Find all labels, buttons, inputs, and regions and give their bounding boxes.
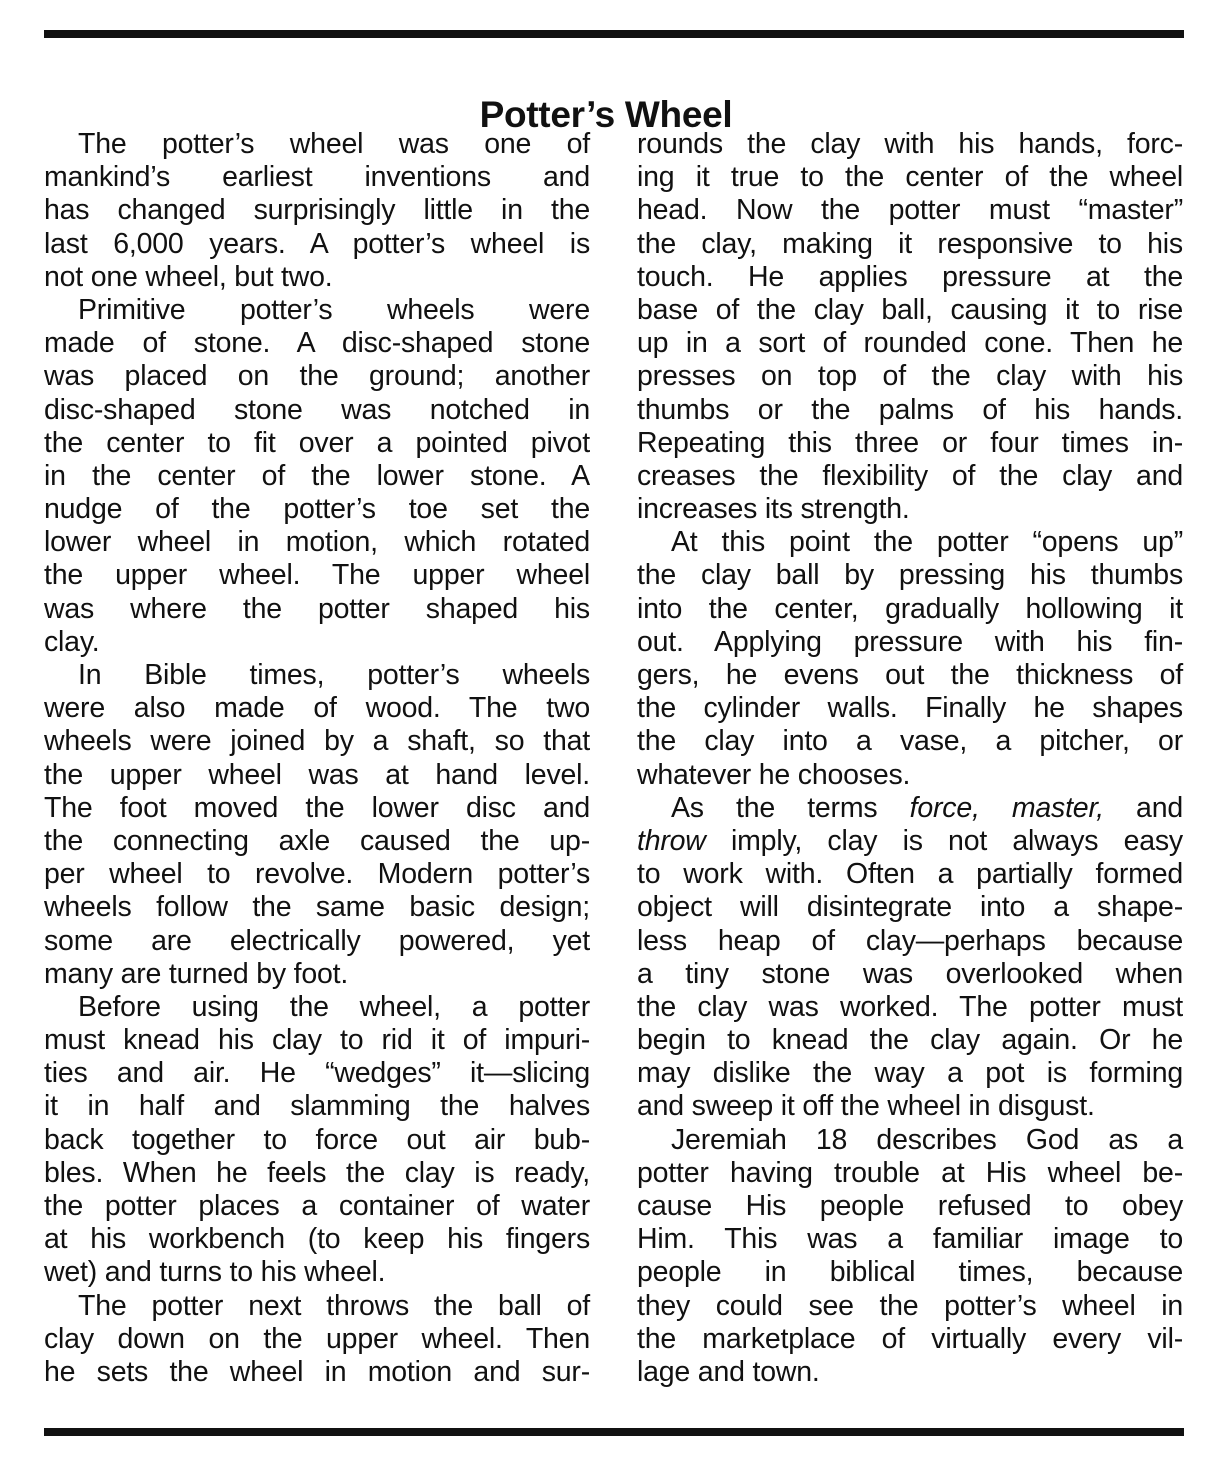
text-line: Him. This was a familiar image to	[637, 1223, 1183, 1256]
text-line: wet) and turns to his wheel.	[44, 1256, 386, 1289]
text-line: the upper wheel was at hand level.	[44, 758, 590, 791]
text-line: made of stone. A disc-shaped stone	[44, 327, 590, 360]
text-line: they could see the potter’s wheel in	[637, 1289, 1183, 1322]
italic-terms: force, master,	[909, 791, 1104, 824]
text-line: wheels follow the same basic design;	[44, 891, 590, 924]
text-line: The potter’s wheel was one of	[78, 128, 590, 160]
text-line: the connecting axle caused the up-	[44, 824, 590, 857]
text-line: the clay, making it responsive to his	[637, 227, 1183, 260]
text-line: Repeating this three or four times in-	[637, 426, 1183, 459]
text-line: some are electrically powered, yet	[44, 924, 590, 957]
text-line: may dislike the way a pot is forming	[637, 1057, 1183, 1090]
text-line: ing it true to the center of the wheel	[637, 161, 1183, 194]
text-line: object will disintegrate into a shape-	[637, 891, 1183, 924]
text-line: the clay ball by pressing his thumbs	[637, 559, 1183, 592]
text-line: a tiny stone was overlooked when	[637, 957, 1183, 990]
text-line: The potter next throws the ball of	[78, 1289, 590, 1322]
text-line: people in biblical times, because	[637, 1256, 1183, 1289]
text-line-mixed	[637, 825, 1183, 858]
text-line: creases the flexibility of the clay and	[637, 459, 1183, 492]
text-line: the marketplace of virtually every vil-	[637, 1322, 1183, 1355]
text-line: bles. When he feels the clay is ready,	[44, 1156, 590, 1189]
text-line: head. Now the potter must “master”	[637, 194, 1183, 227]
text-line: in the center of the lower stone. A	[44, 459, 590, 492]
text-line: ties and air. He “wedges” it—slicing	[44, 1057, 590, 1090]
text-line: the upper wheel. The upper wheel	[44, 559, 590, 592]
text-line: Before using the wheel, a potter	[78, 990, 590, 1023]
text-line: cause His people refused to obey	[637, 1190, 1183, 1222]
text-line: many are turned by foot.	[44, 957, 349, 990]
text-line: were also made of wood. The two	[44, 692, 590, 725]
text-line: out. Applying pressure with his fin-	[637, 625, 1183, 658]
text-line: the clay into a vase, a pitcher, or	[637, 725, 1183, 758]
text-line-mixed	[637, 792, 1183, 825]
text-line: Primitive potter’s wheels were	[78, 293, 590, 326]
text-line: last 6,000 years. A potter’s wheel is	[44, 227, 590, 260]
text-segment: imply, clay is not always easy	[705, 824, 1183, 857]
text-line: At this point the potter “opens up”	[671, 526, 1183, 559]
italic-terms: throw	[637, 824, 706, 857]
text-line: touch. He applies pressure at the	[637, 260, 1183, 293]
text-segment: As the terms	[671, 791, 910, 824]
text-line: base of the clay ball, causing it to rise	[637, 293, 1183, 326]
text-line: less heap of clay—perhaps because	[637, 924, 1183, 957]
text-line: increases its strength.	[637, 493, 910, 526]
text-segment: and	[1103, 791, 1183, 824]
right-column	[637, 128, 1183, 1389]
text-line: up in a sort of rounded cone. Then he	[637, 327, 1183, 360]
text-line: presses on top of the clay with his	[637, 360, 1183, 393]
text-line: clay.	[44, 625, 100, 658]
text-line: mankind’s earliest inventions and	[44, 161, 590, 194]
text-line: The foot moved the lower disc and	[44, 791, 590, 824]
text-line: the center to fit over a pointed pivot	[44, 426, 590, 459]
text-line: lage and town.	[637, 1355, 820, 1388]
text-line: clay down on the upper wheel. Then	[44, 1322, 590, 1355]
bottom-rule	[44, 1428, 1184, 1436]
text-line: he sets the wheel in motion and sur-	[44, 1355, 590, 1388]
left-column	[44, 128, 590, 1389]
text-line: disc-shaped stone was notched in	[44, 393, 590, 426]
text-line: has changed surprisingly little in the	[44, 194, 590, 227]
text-line: back together to force out air bub-	[44, 1123, 590, 1156]
text-line: wheels were joined by a shaft, so that	[44, 725, 590, 758]
text-line: In Bible times, potter’s wheels	[78, 659, 590, 691]
text-line: the potter places a container of water	[44, 1190, 590, 1222]
text-line: into the center, gradually hollowing it	[637, 592, 1183, 625]
text-line: per wheel to revolve. Modern potter’s	[44, 858, 590, 891]
text-line: the cylinder walls. Finally he shapes	[637, 692, 1183, 725]
text-line: to work with. Often a partially formed	[637, 858, 1183, 891]
text-line: Jeremiah 18 describes God as a	[671, 1123, 1183, 1156]
text-line: must knead his clay to rid it of impuri-	[44, 1024, 590, 1057]
text-line: whatever he chooses.	[637, 758, 911, 791]
article-title: Potter’s Wheel	[479, 93, 733, 135]
text-line: was placed on the ground; another	[44, 360, 590, 393]
text-line: gers, he evens out the thickness of	[637, 659, 1183, 691]
text-line: it in half and slamming the halves	[44, 1090, 590, 1123]
text-line: at his workbench (to keep his fingers	[44, 1223, 590, 1256]
text-line: the clay was worked. The potter must	[637, 990, 1183, 1023]
text-line: rounds the clay with his hands, forc-	[637, 128, 1183, 160]
top-rule	[44, 30, 1184, 38]
text-line: thumbs or the palms of his hands.	[637, 393, 1183, 426]
text-line: lower wheel in motion, which rotated	[44, 526, 590, 559]
text-line: nudge of the potter’s toe set the	[44, 493, 590, 526]
text-line: not one wheel, but two.	[44, 260, 333, 293]
text-line: was where the potter shaped his	[44, 592, 590, 625]
text-line: and sweep it off the wheel in disgust.	[637, 1090, 1095, 1123]
text-line: begin to knead the clay again. Or he	[637, 1024, 1183, 1057]
text-line: potter having trouble at His wheel be-	[637, 1156, 1183, 1189]
